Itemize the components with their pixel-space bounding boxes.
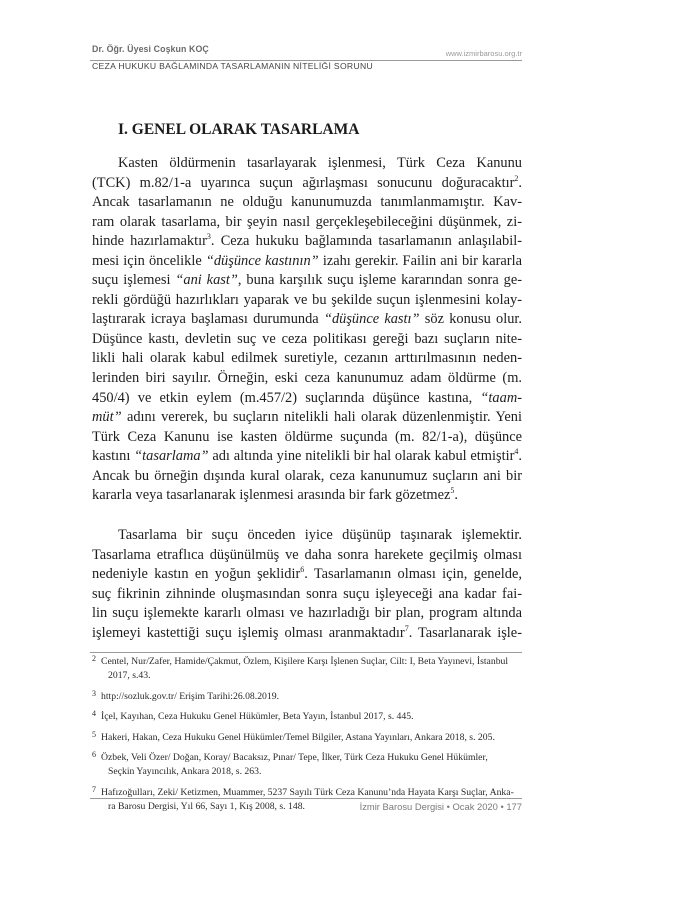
text-line: Tasarlama bir suçu önceden iyice düşünüp taşınarak işlemektir.: [118, 527, 522, 543]
footnote-number: 3: [92, 688, 96, 698]
footnote-number: 5: [92, 729, 96, 739]
footer-rule: [90, 798, 522, 799]
footnote-ref: 7: [404, 623, 409, 633]
text-line: lin suçu işlemekte kararlı olması ve hazırladığı bir plan, program altında: [92, 605, 522, 622]
header-website-url: www.izmirbarosu.org.tr: [445, 49, 522, 58]
text-line: işlemeyi kastettiği suçu işlemiş olması aranmaktadır$^7$. Tasarlanarak işle-: [92, 623, 522, 641]
footnote: 2 Centel, Nur/Zafer, Hamide/Çakmut, Özlem, Kişilere Karşı İşlenen Suçlar, Cilt: I, Beta Yayınevi, İstanbul 2017, s.43.: [92, 654, 509, 681]
text-line: laştırarak icraya başlaması durumunda “düşünce kastı” söz konusu olur.: [92, 311, 522, 328]
text-line: (TCK) m.82/1-a uyarınca suçun ağırlaşması sonucunu doğuracaktır$^2$.: [92, 173, 522, 191]
text-line: mesi için öncelikle “düşünce kastının” izahı gerekir. Failin ani bir kararla: [92, 252, 522, 269]
footnote-separator: [90, 652, 522, 653]
text-line: müt” adını vererek, bu suçların nitelikli hali olarak düzenlenmiştir. Yeni: [92, 409, 522, 426]
page-footer: İzmir Barosu Dergisi • Ocak 2020 • 177: [359, 801, 522, 812]
text-line: Ancak bu örneğin dışında kural olarak, ceza kanunumuz suçların ani bir: [92, 467, 522, 484]
footnote-ref: 6: [300, 565, 305, 575]
text-line: hinde hazırlamaktır$^3$. Ceza hukuku bağlamında tasarlamanın anlaşılabil-: [92, 232, 523, 250]
footnote-number: 4: [92, 709, 96, 718]
text-line: Tasarlama etraflıca düşünülmüş ve daha sonra harekete geçilmiş olması: [92, 546, 522, 563]
text-line: 450/4) ve etkin eylem (m.457/2) suçlarında düşünce kastına, “taam-: [92, 389, 522, 406]
text-line: rekli gördüğü hazırlıkları yaparak ve bu şekilde suçun işlenmesini kolay-: [92, 291, 522, 308]
footnotes: [92, 655, 522, 814]
footnote: 6 Özbek, Veli Özer/ Doğan, Koray/ Bacaksız, Pınar/ Tepe, İlker, Türk Ceza Hukuku Genel Hükümler, Seçkin Yayıncılık, Ankara 2018, s. 263.: [92, 750, 488, 777]
text-line: nedeniyle kastın en yoğun şeklidir$^6$. Tasarlamanın olması için, genelde,: [92, 565, 522, 583]
text-line: Ancak tasarlamanın ne olduğu kanunumuzda tanımlanmamıştır. Kav-: [92, 194, 522, 211]
text-line: suç fikrinin zihninde oluşmasından sonra suçu işleyeceği ana kadar fai-: [92, 585, 522, 602]
footnote-ref: 4: [514, 447, 519, 457]
running-header-author: Dr. Öğr. Üyesi Coşkun KOÇ: [92, 44, 209, 54]
text-line: Kasten öldürmenin tasarlayarak işlenmesi, Türk Ceza Kanunu: [118, 155, 522, 171]
text-line: lerinden biri sayılır. Örneğin, eski ceza kanunumuz adam öldürme (m.: [92, 370, 522, 387]
footnote: 5 Hakeri, Hakan, Ceza Hukuku Genel Hükümler/Temel Bilgiler, Astana Yayınları, Ankara 2018, s. 205.: [92, 729, 495, 743]
text-line: kastını “tasarlama” adı altında yine nitelikli bir hal olarak kabul etmiştir$^4$.: [92, 447, 522, 465]
text-line: likli hali olarak kabul edilmek suretiyle, cezanın arttırılmasının neden-: [92, 350, 522, 367]
body-paragraph-2: [92, 526, 522, 643]
text-line: ram olarak tasarlama, bir şeyin nasıl gerçekleşebileceğini düşünmek, zi-: [92, 213, 522, 230]
section-heading: I. GENEL OLARAK TASARLAMA: [118, 121, 360, 138]
footnote-ref: 2: [514, 173, 519, 183]
footnote: 7 Hafızoğulları, Zeki/ Ketizmen, Muammer, 5237 Sayılı Türk Ceza Kanunu’nda Hayata Karşı Suçlar, Anka- ra Barosu Dergisi, Yıl 66, Sayı 1, Kış 2008, s. 148.: [92, 784, 514, 812]
footnote-number: 6: [92, 750, 96, 759]
text-line: kararla veya tasarlanarak işlenmesi arasında bir fark gözetmez$^5$.: [92, 486, 458, 504]
footnote-number: 2: [92, 654, 96, 663]
footnote-ref: 3: [206, 232, 211, 242]
footnote: 4 İçel, Kayıhan, Ceza Hukuku Genel Hükümler, Beta Yayın, İstanbul 2017, s. 445.: [92, 709, 414, 722]
text-line: Düşünce kastı, devletin suç ve ceza politikası gereği bazı suçların nite-: [92, 330, 522, 347]
text-line: Türk Ceza Kanunu ise kasten öldürme suçunda (m. 82/1-a), düşünce: [92, 428, 522, 445]
text-line: suçu işlemesi “ani kast”, buna karşılık suçu işleme kararından sonra ge-: [92, 272, 522, 289]
running-header-title: CEZA HUKUKU BAĞLAMINDA TASARLAMANIN NİTELİĞİ SORUNU: [92, 61, 373, 71]
footnote-number: 7: [92, 784, 96, 794]
body-paragraph-1: [92, 154, 522, 506]
footnote: 3 http://sozluk.gov.tr/ Erişim Tarihi:26.08.2019.: [92, 688, 279, 702]
footnote-ref: 5: [450, 486, 455, 496]
